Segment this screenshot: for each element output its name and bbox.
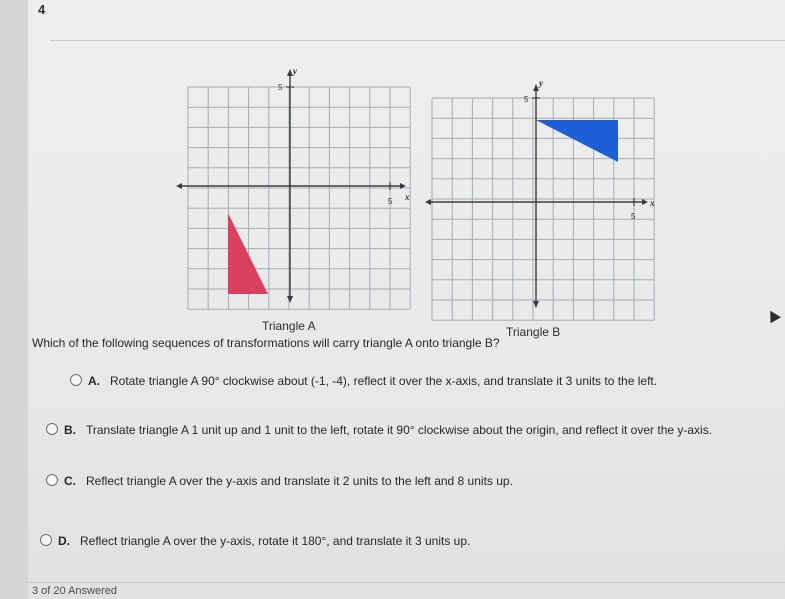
radio-button[interactable]: [70, 374, 82, 386]
x-axis-label: x: [650, 198, 655, 208]
choice-b[interactable]: [46, 423, 712, 437]
y-axis-arrow-down: [533, 301, 539, 308]
question-number: 4: [38, 2, 46, 17]
x-axis-arrow-left: [425, 199, 431, 205]
footer-divider: [28, 582, 785, 583]
y-tick-label: 5: [524, 95, 529, 104]
answered-progress: 3 of 20 Answered: [32, 585, 118, 597]
x-axis-arrow-left: [176, 183, 182, 189]
caption-triangle-a: Triangle A: [262, 319, 316, 333]
choice-a[interactable]: [70, 374, 657, 388]
radio-button[interactable]: [40, 534, 52, 546]
choice-letter: B.: [64, 423, 76, 437]
triangle-b: [536, 120, 618, 162]
choice-letter: D.: [58, 534, 70, 548]
radio-button[interactable]: [46, 423, 58, 435]
y-axis-arrow-down: [287, 296, 293, 303]
caption-triangle-b: Triangle B: [506, 325, 561, 339]
y-axis-label: y: [539, 78, 543, 88]
x-axis-label: x: [405, 192, 410, 202]
choice-text: Translate triangle A 1 unit up and 1 unit to the left, rotate it 90° clockwise about the origin, and reflect it over the y-axis.: [86, 423, 713, 437]
y-axis-label: y: [293, 66, 297, 76]
question-prompt: Which of the following sequences of transformations will carry triangle A onto triangle B?: [32, 336, 500, 350]
triangle-a: [228, 213, 268, 294]
left-margin-strip: [0, 0, 28, 599]
choice-text: Reflect triangle A over the y-axis, rotate it 180°, and translate it 3 units up.: [80, 534, 471, 548]
graph-triangle-a: [170, 60, 410, 310]
x-tick-label: 5: [631, 212, 636, 221]
divider: [50, 40, 785, 41]
choice-letter: A.: [88, 374, 100, 388]
x-tick-label: 5: [388, 197, 393, 206]
choice-c[interactable]: [46, 474, 513, 488]
y-tick-label: 5: [278, 83, 283, 92]
grid: [432, 98, 654, 320]
choice-text: Rotate triangle A 90° clockwise about (-1, -4), reflect it over the x-axis, and translate it 3 units to the left.: [110, 374, 658, 388]
radio-button[interactable]: [46, 474, 58, 486]
grid: [188, 87, 410, 309]
graph-triangle-b: [418, 78, 668, 313]
x-axis-arrow-right: [642, 199, 648, 205]
choice-text: Reflect triangle A over the y-axis and translate it 2 units to the left and 8 units up.: [86, 474, 513, 488]
choice-letter: C.: [64, 474, 76, 488]
choice-d[interactable]: [40, 534, 470, 548]
